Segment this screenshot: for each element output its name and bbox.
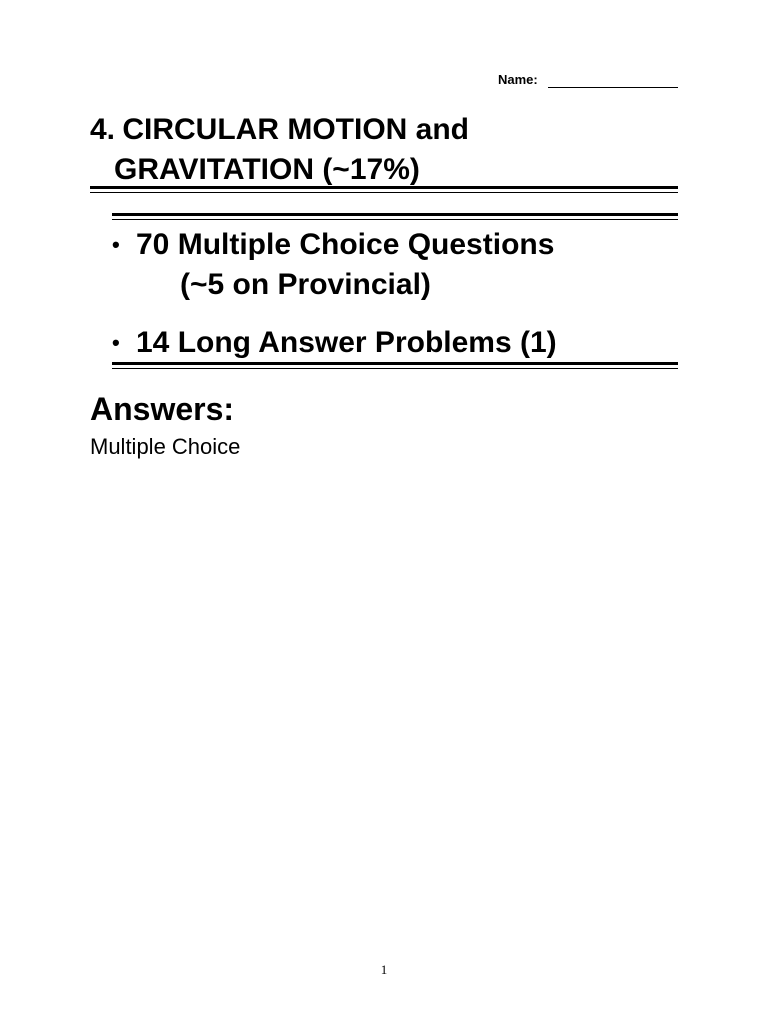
bullet-long-answer — [112, 323, 692, 363]
bullet-text-line-1: 14 Long Answer Problems (1) — [136, 326, 557, 359]
title-rule-thin — [90, 192, 678, 193]
section-number: 4. — [90, 113, 116, 146]
summary-top-rule-thin — [112, 219, 678, 220]
page-title — [90, 110, 690, 190]
bullet-text-line-1: 70 Multiple Choice Questions — [136, 228, 555, 261]
summary-bottom-rule-thick — [112, 362, 678, 365]
summary-top-rule-thick — [112, 213, 678, 216]
name-label: Name: — [498, 72, 538, 87]
bullet-multiple-choice — [112, 225, 692, 305]
name-field — [498, 72, 678, 90]
title-rule-thick — [90, 186, 678, 189]
bullet-icon: • — [112, 330, 120, 355]
bullet-icon: • — [112, 232, 120, 257]
name-blank-line[interactable] — [548, 87, 678, 88]
answers-subheading: Multiple Choice — [90, 434, 241, 459]
summary-bottom-rule-thin — [112, 368, 678, 369]
title-line-1 — [90, 110, 690, 150]
page-number: 1 — [380, 962, 388, 977]
title-line-2: GRAVITATION (~17%) — [114, 153, 420, 186]
answers-heading: Answers: — [90, 391, 235, 427]
bullet-text-line-2: (~5 on Provincial) — [180, 268, 431, 301]
title-text-1: CIRCULAR MOTION and — [122, 113, 469, 146]
